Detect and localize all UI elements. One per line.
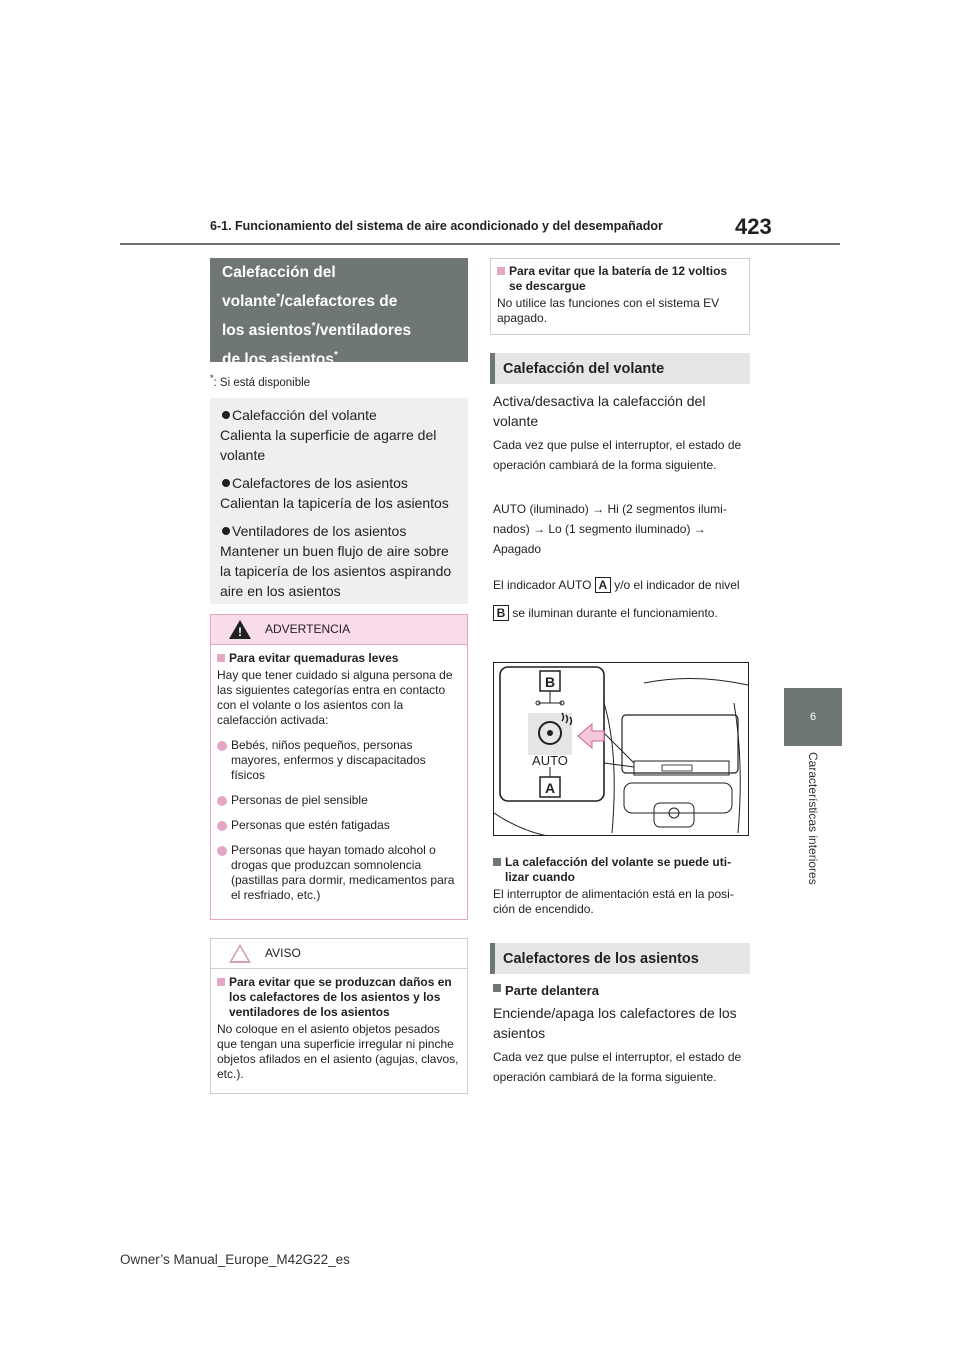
steering-sequence: AUTO (iluminado) → Hi (2 segmentos iluminados) → Lo (1 segmento iluminado) → Apagado xyxy=(493,502,727,556)
warning-label: ADVERTENCIA xyxy=(265,622,351,636)
page-number: 423 xyxy=(735,214,772,239)
warning-header xyxy=(211,615,467,645)
callout-a: A xyxy=(544,780,556,796)
chapter-side-label: Características interiores xyxy=(806,752,820,885)
availability-note: *: Si está disponible xyxy=(210,373,311,389)
section-title: 6-1. Funcionamiento del sistema de aire acondicionado y del desempañador xyxy=(210,219,663,233)
key-a: A xyxy=(595,577,611,593)
battery-text: No utilice las funciones con el sistema EV apagado. xyxy=(497,296,720,325)
main-title: Calefacción del volante*/calefactores de los asientos*/ventiladores de los asientos* xyxy=(210,258,468,362)
auto-label: AUTO xyxy=(532,753,568,768)
feature-desc: Mantener un buen flujo de aire sobre la tapicería de los asientos aspirando aire en los asientos xyxy=(220,543,452,599)
battery-box xyxy=(490,258,750,335)
feature-desc: Calientan la tapicería de los asientos xyxy=(220,495,449,511)
warning-box xyxy=(210,614,468,920)
key-b: B xyxy=(493,605,509,621)
usable-title: La calefacción del volante se puede utilizar cuando xyxy=(493,855,751,885)
seats-heading: Calefactores de los asientos xyxy=(490,943,750,974)
feature-name: Calefacción del volante xyxy=(220,405,458,425)
steering-lead: Activa/desactiva la calefacción del volante xyxy=(493,393,706,429)
notice-box xyxy=(210,938,468,1094)
feature-desc: Calienta la superficie de agarre del volante xyxy=(220,427,437,463)
caution-icon xyxy=(229,944,251,963)
chapter-tab[interactable] xyxy=(784,688,842,746)
seats-lead: Enciende/apaga los calefactores de los asientos xyxy=(493,1005,737,1041)
header-rule xyxy=(120,243,840,245)
notice-label: AVISO xyxy=(265,946,301,960)
chapter-number: 6 xyxy=(809,711,817,723)
usable-text: El interruptor de alimentación está en la posición de encendido. xyxy=(493,887,734,916)
notice-title: Para evitar que se produzcan daños en los calefactores de los asientos y los ventiladores de los asientos xyxy=(217,975,461,1020)
warning-icon: ! xyxy=(229,620,251,639)
list-item: Personas de piel sensible xyxy=(217,793,461,808)
warning-intro: Hay que tener cuidado si alguna persona de las siguientes categorías entra en contacto con el volante o los asientos con la calefacción activada: xyxy=(217,668,453,727)
list-item: Personas que hayan tomado alcohol o drogas que produzcan somnolencia (pastillas para dormir, medicamentos para el resfriado, etc.) xyxy=(217,843,461,903)
callout-b: B xyxy=(544,674,556,690)
notice-text: No coloque en el asiento objetos pesados que tengan una superficie irregular ni pinche objetos afilados en el asiento (agujas, clavos, etc.). xyxy=(217,1022,459,1081)
steering-indicator: El indicador AUTO A y/o el indicador de nivel B se iluminan durante el funcionamiento. xyxy=(493,578,740,620)
usable-note xyxy=(493,855,751,917)
switch-figure xyxy=(493,662,749,836)
list-item: Bebés, niños pequeños, personas mayores, enfermos y discapacitados físicos xyxy=(217,738,461,783)
steering-p1: Cada vez que pulse el interruptor, el estado de operación cambiará de la forma siguiente. xyxy=(493,438,742,472)
dashboard-illustration xyxy=(494,663,749,836)
warning-title: Para evitar quemaduras leves xyxy=(217,651,461,666)
feature-name: Ventiladores de los asientos xyxy=(220,521,458,541)
features-box xyxy=(210,398,468,604)
seats-subheading: Parte delantera xyxy=(493,981,760,1001)
footer-manual: Owner’s Manual_Europe_M42G22_es xyxy=(120,1252,350,1267)
battery-title: Para evitar que la batería de 12 voltios se descargue xyxy=(497,264,743,294)
feature-name: Calefactores de los asientos xyxy=(220,473,458,493)
notice-header xyxy=(211,939,467,969)
list-item: Personas que estén fatigadas xyxy=(217,818,461,833)
steering-heading: Calefacción del volante xyxy=(490,353,750,384)
seats-p1: Cada vez que pulse el interruptor, el estado de operación cambiará de la forma siguiente. xyxy=(493,1050,742,1084)
